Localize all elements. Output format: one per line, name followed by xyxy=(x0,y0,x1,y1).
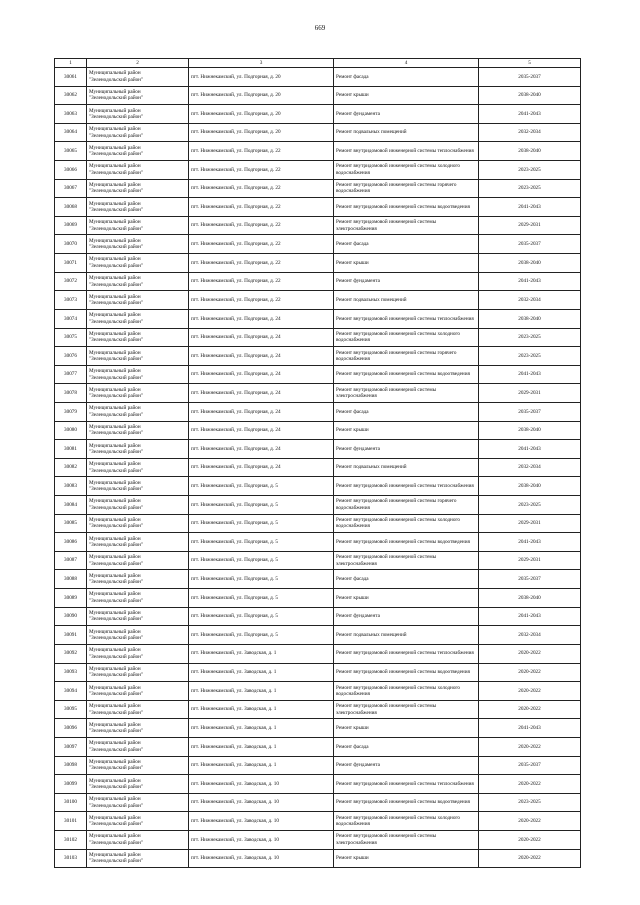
address-cell: пгт. Нижнекамский, ул. Подгорная, д. 24 xyxy=(189,328,334,347)
work-type-cell: Ремонт внутридомовой инженерной системы теплоснабжения xyxy=(334,775,479,794)
work-type-cell: Ремонт подвальных помещений xyxy=(334,291,479,310)
address-cell: пгт. Нижнекамский, ул. Заводская, д. 1 xyxy=(189,756,334,775)
address-cell: пгт. Нижнекамский, ул. Подгорная, д. 24 xyxy=(189,458,334,477)
address-cell: пгт. Нижнекамский, ул. Заводская, д. 1 xyxy=(189,682,334,701)
header-cell: 3 xyxy=(189,59,334,68)
table-header-row xyxy=(55,59,581,68)
table-row xyxy=(55,440,581,459)
row-number-cell: 30095 xyxy=(55,700,87,719)
table-row xyxy=(55,830,581,849)
table-body xyxy=(55,68,581,868)
address-cell: пгт. Нижнекамский, ул. Подгорная, д. 20 xyxy=(189,105,334,124)
row-number-cell: 30094 xyxy=(55,682,87,701)
work-type-cell: Ремонт крыши xyxy=(334,589,479,608)
work-type-cell: Ремонт внутридомовой инженерной системы холодного водоснабжения xyxy=(334,328,479,347)
address-cell: пгт. Нижнекамский, ул. Подгорная, д. 24 xyxy=(189,309,334,328)
municipality-cell: Муниципальный район "Зеленодольский район" xyxy=(87,309,189,328)
table-row xyxy=(55,421,581,440)
address-cell: пгт. Нижнекамский, ул. Подгорная, д. 22 xyxy=(189,179,334,198)
period-cell: 2035-2037 xyxy=(479,68,581,87)
period-cell: 2020-2022 xyxy=(479,737,581,756)
row-number-cell: 30097 xyxy=(55,737,87,756)
period-cell: 2038-2040 xyxy=(479,589,581,608)
work-type-cell: Ремонт подвальных помещений xyxy=(334,123,479,142)
period-cell: 2020-2022 xyxy=(479,775,581,794)
row-number-cell: 30063 xyxy=(55,105,87,124)
address-cell: пгт. Нижнекамский, ул. Заводская, д. 10 xyxy=(189,849,334,868)
work-type-cell: Ремонт фундамента xyxy=(334,105,479,124)
work-type-cell: Ремонт внутридомовой инженерной системы водоотведения xyxy=(334,663,479,682)
period-cell: 2023-2025 xyxy=(479,161,581,180)
table-row xyxy=(55,682,581,701)
work-type-cell: Ремонт внутридомовой инженерной системы водоотведения xyxy=(334,365,479,384)
address-cell: пгт. Нижнекамский, ул. Подгорная, д. 5 xyxy=(189,496,334,515)
period-cell: 2041-2043 xyxy=(479,440,581,459)
address-cell: пгт. Нижнекамский, ул. Подгорная, д. 22 xyxy=(189,161,334,180)
work-type-cell: Ремонт внутридомовой инженерной системы электроснабжения xyxy=(334,551,479,570)
row-number-cell: 30074 xyxy=(55,309,87,328)
table-row xyxy=(55,254,581,273)
period-cell: 2032-2034 xyxy=(479,123,581,142)
table-row xyxy=(55,458,581,477)
row-number-cell: 30064 xyxy=(55,123,87,142)
table-row xyxy=(55,365,581,384)
work-type-cell: Ремонт внутридомовой инженерной системы теплоснабжения xyxy=(334,644,479,663)
municipality-cell: Муниципальный район "Зеленодольский район" xyxy=(87,272,189,291)
row-number-cell: 30076 xyxy=(55,347,87,366)
table-row xyxy=(55,775,581,794)
address-cell: пгт. Нижнекамский, ул. Подгорная, д. 24 xyxy=(189,421,334,440)
municipality-cell: Муниципальный район "Зеленодольский район" xyxy=(87,421,189,440)
row-number-cell: 30077 xyxy=(55,365,87,384)
work-type-cell: Ремонт фасада xyxy=(334,737,479,756)
period-cell: 2038-2040 xyxy=(479,86,581,105)
address-cell: пгт. Нижнекамский, ул. Заводская, д. 10 xyxy=(189,793,334,812)
row-number-cell: 30098 xyxy=(55,756,87,775)
row-number-cell: 30084 xyxy=(55,496,87,515)
header-cell: 5 xyxy=(479,59,581,68)
table-row xyxy=(55,514,581,533)
municipality-cell: Муниципальный район "Зеленодольский район" xyxy=(87,198,189,217)
municipality-cell: Муниципальный район "Зеленодольский район" xyxy=(87,644,189,663)
table-row xyxy=(55,309,581,328)
municipality-cell: Муниципальный район "Зеленодольский район" xyxy=(87,142,189,161)
municipality-cell: Муниципальный район "Зеленодольский район" xyxy=(87,496,189,515)
municipality-cell: Муниципальный район "Зеленодольский район" xyxy=(87,477,189,496)
row-number-cell: 30091 xyxy=(55,626,87,645)
address-cell: пгт. Нижнекамский, ул. Подгорная, д. 20 xyxy=(189,68,334,87)
period-cell: 2032-2034 xyxy=(479,291,581,310)
municipality-cell: Муниципальный район "Зеленодольский район" xyxy=(87,291,189,310)
period-cell: 2020-2022 xyxy=(479,830,581,849)
period-cell: 2023-2025 xyxy=(479,496,581,515)
row-number-cell: 30093 xyxy=(55,663,87,682)
table-row xyxy=(55,86,581,105)
row-number-cell: 30083 xyxy=(55,477,87,496)
address-cell: пгт. Нижнекамский, ул. Заводская, д. 1 xyxy=(189,737,334,756)
period-cell: 2041-2043 xyxy=(479,272,581,291)
row-number-cell: 30062 xyxy=(55,86,87,105)
row-number-cell: 30065 xyxy=(55,142,87,161)
address-cell: пгт. Нижнекамский, ул. Подгорная, д. 22 xyxy=(189,216,334,235)
row-number-cell: 30087 xyxy=(55,551,87,570)
work-type-cell: Ремонт внутридомовой инженерной системы водоотведения xyxy=(334,533,479,552)
municipality-cell: Муниципальный район "Зеленодольский район" xyxy=(87,700,189,719)
period-cell: 2029-2031 xyxy=(479,551,581,570)
period-cell: 2020-2022 xyxy=(479,700,581,719)
address-cell: пгт. Нижнекамский, ул. Подгорная, д. 5 xyxy=(189,477,334,496)
registry-table xyxy=(54,58,581,868)
address-cell: пгт. Нижнекамский, ул. Подгорная, д. 5 xyxy=(189,570,334,589)
period-cell: 2020-2022 xyxy=(479,812,581,831)
period-cell: 2020-2022 xyxy=(479,849,581,868)
municipality-cell: Муниципальный район "Зеленодольский район" xyxy=(87,570,189,589)
table-row xyxy=(55,161,581,180)
header-cell: 1 xyxy=(55,59,87,68)
address-cell: пгт. Нижнекамский, ул. Подгорная, д. 5 xyxy=(189,607,334,626)
table-row xyxy=(55,496,581,515)
table-row xyxy=(55,291,581,310)
municipality-cell: Муниципальный район "Зеленодольский район" xyxy=(87,123,189,142)
period-cell: 2020-2022 xyxy=(479,663,581,682)
address-cell: пгт. Нижнекамский, ул. Заводская, д. 10 xyxy=(189,830,334,849)
municipality-cell: Муниципальный район "Зеленодольский район" xyxy=(87,663,189,682)
row-number-cell: 30089 xyxy=(55,589,87,608)
municipality-cell: Муниципальный район "Зеленодольский район" xyxy=(87,812,189,831)
work-type-cell: Ремонт внутридомовой инженерной системы электроснабжения xyxy=(334,700,479,719)
table-row xyxy=(55,179,581,198)
work-type-cell: Ремонт фасада xyxy=(334,402,479,421)
work-type-cell: Ремонт внутридомовой инженерной системы горячего водоснабжения xyxy=(334,179,479,198)
table-row xyxy=(55,347,581,366)
row-number-cell: 30080 xyxy=(55,421,87,440)
work-type-cell: Ремонт внутридомовой инженерной системы электроснабжения xyxy=(334,384,479,403)
table-row xyxy=(55,272,581,291)
work-type-cell: Ремонт внутридомовой инженерной системы теплоснабжения xyxy=(334,142,479,161)
municipality-cell: Муниципальный район "Зеленодольский район" xyxy=(87,719,189,738)
municipality-cell: Муниципальный район "Зеленодольский район" xyxy=(87,551,189,570)
table-row xyxy=(55,235,581,254)
address-cell: пгт. Нижнекамский, ул. Заводская, д. 10 xyxy=(189,812,334,831)
work-type-cell: Ремонт фасада xyxy=(334,235,479,254)
work-type-cell: Ремонт внутридомовой инженерной системы холодного водоснабжения xyxy=(334,682,479,701)
work-type-cell: Ремонт крыши xyxy=(334,719,479,738)
address-cell: пгт. Нижнекамский, ул. Подгорная, д. 22 xyxy=(189,254,334,273)
municipality-cell: Муниципальный район "Зеленодольский район" xyxy=(87,682,189,701)
period-cell: 2035-2037 xyxy=(479,402,581,421)
municipality-cell: Муниципальный район "Зеленодольский район" xyxy=(87,86,189,105)
table-row xyxy=(55,551,581,570)
municipality-cell: Муниципальный район "Зеленодольский район" xyxy=(87,756,189,775)
table-row xyxy=(55,737,581,756)
address-cell: пгт. Нижнекамский, ул. Подгорная, д. 5 xyxy=(189,514,334,533)
period-cell: 2038-2040 xyxy=(479,142,581,161)
row-number-cell: 30086 xyxy=(55,533,87,552)
page-number: 669 xyxy=(314,24,326,32)
period-cell: 2041-2043 xyxy=(479,365,581,384)
period-cell: 2041-2043 xyxy=(479,719,581,738)
period-cell: 2035-2037 xyxy=(479,235,581,254)
row-number-cell: 30075 xyxy=(55,328,87,347)
work-type-cell: Ремонт внутридомовой инженерной системы электроснабжения xyxy=(334,830,479,849)
table-row xyxy=(55,756,581,775)
table-row xyxy=(55,644,581,663)
address-cell: пгт. Нижнекамский, ул. Подгорная, д. 22 xyxy=(189,142,334,161)
table-row xyxy=(55,626,581,645)
address-cell: пгт. Нижнекамский, ул. Подгорная, д. 24 xyxy=(189,402,334,421)
table-row xyxy=(55,68,581,87)
address-cell: пгт. Нижнекамский, ул. Подгорная, д. 24 xyxy=(189,365,334,384)
period-cell: 2038-2040 xyxy=(479,421,581,440)
work-type-cell: Ремонт крыши xyxy=(334,86,479,105)
row-number-cell: 30090 xyxy=(55,607,87,626)
period-cell: 2029-2031 xyxy=(479,384,581,403)
municipality-cell: Муниципальный район "Зеленодольский район" xyxy=(87,533,189,552)
table-row xyxy=(55,198,581,217)
address-cell: пгт. Нижнекамский, ул. Подгорная, д. 22 xyxy=(189,235,334,254)
row-number-cell: 30069 xyxy=(55,216,87,235)
row-number-cell: 30073 xyxy=(55,291,87,310)
address-cell: пгт. Нижнекамский, ул. Подгорная, д. 22 xyxy=(189,272,334,291)
header-cell: 2 xyxy=(87,59,189,68)
municipality-cell: Муниципальный район "Зеленодольский район" xyxy=(87,775,189,794)
municipality-cell: Муниципальный район "Зеленодольский район" xyxy=(87,179,189,198)
work-type-cell: Ремонт крыши xyxy=(334,254,479,273)
period-cell: 2023-2025 xyxy=(479,347,581,366)
period-cell: 2038-2040 xyxy=(479,254,581,273)
municipality-cell: Муниципальный район "Зеленодольский район" xyxy=(87,849,189,868)
row-number-cell: 30103 xyxy=(55,849,87,868)
header-cell: 4 xyxy=(334,59,479,68)
period-cell: 2038-2040 xyxy=(479,477,581,496)
address-cell: пгт. Нижнекамский, ул. Подгорная, д. 24 xyxy=(189,347,334,366)
municipality-cell: Муниципальный район "Зеленодольский район" xyxy=(87,328,189,347)
work-type-cell: Ремонт фундамента xyxy=(334,607,479,626)
address-cell: пгт. Нижнекамский, ул. Заводская, д. 1 xyxy=(189,663,334,682)
table-row xyxy=(55,589,581,608)
period-cell: 2038-2040 xyxy=(479,309,581,328)
period-cell: 2029-2031 xyxy=(479,216,581,235)
address-cell: пгт. Нижнекамский, ул. Заводская, д. 1 xyxy=(189,700,334,719)
municipality-cell: Муниципальный район "Зеленодольский район" xyxy=(87,589,189,608)
table-row xyxy=(55,812,581,831)
work-type-cell: Ремонт фасада xyxy=(334,68,479,87)
work-type-cell: Ремонт внутридомовой инженерной системы водоотведения xyxy=(334,198,479,217)
address-cell: пгт. Нижнекамский, ул. Заводская, д. 10 xyxy=(189,775,334,794)
work-type-cell: Ремонт фундамента xyxy=(334,440,479,459)
period-cell: 2023-2025 xyxy=(479,328,581,347)
municipality-cell: Муниципальный район "Зеленодольский район" xyxy=(87,830,189,849)
row-number-cell: 30068 xyxy=(55,198,87,217)
work-type-cell: Ремонт внутридомовой инженерной системы холодного водоснабжения xyxy=(334,161,479,180)
table-row xyxy=(55,123,581,142)
municipality-cell: Муниципальный район "Зеленодольский район" xyxy=(87,626,189,645)
municipality-cell: Муниципальный район "Зеленодольский район" xyxy=(87,514,189,533)
address-cell: пгт. Нижнекамский, ул. Подгорная, д. 5 xyxy=(189,551,334,570)
row-number-cell: 30072 xyxy=(55,272,87,291)
table-row xyxy=(55,700,581,719)
municipality-cell: Муниципальный район "Зеленодольский район" xyxy=(87,440,189,459)
municipality-cell: Муниципальный район "Зеленодольский район" xyxy=(87,105,189,124)
work-type-cell: Ремонт фасада xyxy=(334,570,479,589)
work-type-cell: Ремонт крыши xyxy=(334,849,479,868)
period-cell: 2041-2043 xyxy=(479,105,581,124)
period-cell: 2032-2034 xyxy=(479,458,581,477)
work-type-cell: Ремонт внутридомовой инженерной системы горячего водоснабжения xyxy=(334,347,479,366)
table-row xyxy=(55,384,581,403)
row-number-cell: 30101 xyxy=(55,812,87,831)
municipality-cell: Муниципальный район "Зеленодольский район" xyxy=(87,458,189,477)
address-cell: пгт. Нижнекамский, ул. Заводская, д. 1 xyxy=(189,644,334,663)
table-row xyxy=(55,849,581,868)
table-row xyxy=(55,663,581,682)
period-cell: 2023-2025 xyxy=(479,179,581,198)
period-cell: 2035-2037 xyxy=(479,756,581,775)
table-row xyxy=(55,477,581,496)
municipality-cell: Муниципальный район "Зеленодольский район" xyxy=(87,235,189,254)
table-row xyxy=(55,328,581,347)
work-type-cell: Ремонт подвальных помещений xyxy=(334,458,479,477)
table-row xyxy=(55,142,581,161)
work-type-cell: Ремонт фундамента xyxy=(334,756,479,775)
row-number-cell: 30085 xyxy=(55,514,87,533)
row-number-cell: 30096 xyxy=(55,719,87,738)
table-row xyxy=(55,793,581,812)
municipality-cell: Муниципальный район "Зеленодольский район" xyxy=(87,793,189,812)
work-type-cell: Ремонт внутридомовой инженерной системы теплоснабжения xyxy=(334,309,479,328)
period-cell: 2035-2037 xyxy=(479,570,581,589)
row-number-cell: 30092 xyxy=(55,644,87,663)
table-row xyxy=(55,570,581,589)
work-type-cell: Ремонт внутридомовой инженерной системы холодного водоснабжения xyxy=(334,812,479,831)
row-number-cell: 30079 xyxy=(55,402,87,421)
municipality-cell: Муниципальный район "Зеленодольский район" xyxy=(87,68,189,87)
address-cell: пгт. Нижнекамский, ул. Подгорная, д. 5 xyxy=(189,626,334,645)
period-cell: 2023-2025 xyxy=(479,793,581,812)
row-number-cell: 30099 xyxy=(55,775,87,794)
municipality-cell: Муниципальный район "Зеленодольский район" xyxy=(87,384,189,403)
work-type-cell: Ремонт внутридомовой инженерной системы горячего водоснабжения xyxy=(334,496,479,515)
table-row xyxy=(55,533,581,552)
table-row xyxy=(55,105,581,124)
row-number-cell: 30066 xyxy=(55,161,87,180)
municipality-cell: Муниципальный район "Зеленодольский район" xyxy=(87,402,189,421)
period-cell: 2020-2022 xyxy=(479,644,581,663)
address-cell: пгт. Нижнекамский, ул. Подгорная, д. 5 xyxy=(189,533,334,552)
row-number-cell: 30088 xyxy=(55,570,87,589)
municipality-cell: Муниципальный район "Зеленодольский район" xyxy=(87,365,189,384)
municipality-cell: Муниципальный район "Зеленодольский район" xyxy=(87,254,189,273)
period-cell: 2032-2034 xyxy=(479,626,581,645)
row-number-cell: 30102 xyxy=(55,830,87,849)
row-number-cell: 30067 xyxy=(55,179,87,198)
period-cell: 2041-2043 xyxy=(479,607,581,626)
work-type-cell: Ремонт крыши xyxy=(334,421,479,440)
period-cell: 2020-2022 xyxy=(479,682,581,701)
period-cell: 2041-2043 xyxy=(479,533,581,552)
row-number-cell: 30071 xyxy=(55,254,87,273)
address-cell: пгт. Нижнекамский, ул. Подгорная, д. 22 xyxy=(189,291,334,310)
address-cell: пгт. Нижнекамский, ул. Подгорная, д. 24 xyxy=(189,440,334,459)
work-type-cell: Ремонт внутридомовой инженерной системы водоотведения xyxy=(334,793,479,812)
address-cell: пгт. Нижнекамский, ул. Подгорная, д. 20 xyxy=(189,86,334,105)
address-cell: пгт. Нижнекамский, ул. Подгорная, д. 20 xyxy=(189,123,334,142)
row-number-cell: 30100 xyxy=(55,793,87,812)
row-number-cell: 30061 xyxy=(55,68,87,87)
row-number-cell: 30078 xyxy=(55,384,87,403)
address-cell: пгт. Нижнекамский, ул. Подгорная, д. 22 xyxy=(189,198,334,217)
municipality-cell: Муниципальный район "Зеленодольский район" xyxy=(87,607,189,626)
work-type-cell: Ремонт внутридомовой инженерной системы электроснабжения xyxy=(334,216,479,235)
work-type-cell: Ремонт внутридомовой инженерной системы теплоснабжения xyxy=(334,477,479,496)
work-type-cell: Ремонт фундамента xyxy=(334,272,479,291)
address-cell: пгт. Нижнекамский, ул. Подгорная, д. 5 xyxy=(189,589,334,608)
address-cell: пгт. Нижнекамский, ул. Заводская, д. 1 xyxy=(189,719,334,738)
work-type-cell: Ремонт внутридомовой инженерной системы холодного водоснабжения xyxy=(334,514,479,533)
period-cell: 2041-2043 xyxy=(479,198,581,217)
table-row xyxy=(55,719,581,738)
row-number-cell: 30082 xyxy=(55,458,87,477)
municipality-cell: Муниципальный район "Зеленодольский район" xyxy=(87,737,189,756)
row-number-cell: 30081 xyxy=(55,440,87,459)
row-number-cell: 30070 xyxy=(55,235,87,254)
municipality-cell: Муниципальный район "Зеленодольский район" xyxy=(87,161,189,180)
table-row xyxy=(55,607,581,626)
address-cell: пгт. Нижнекамский, ул. Подгорная, д. 24 xyxy=(189,384,334,403)
table-row xyxy=(55,216,581,235)
table-row xyxy=(55,402,581,421)
municipality-cell: Муниципальный район "Зеленодольский район" xyxy=(87,347,189,366)
work-type-cell: Ремонт подвальных помещений xyxy=(334,626,479,645)
period-cell: 2029-2031 xyxy=(479,514,581,533)
municipality-cell: Муниципальный район "Зеленодольский район" xyxy=(87,216,189,235)
